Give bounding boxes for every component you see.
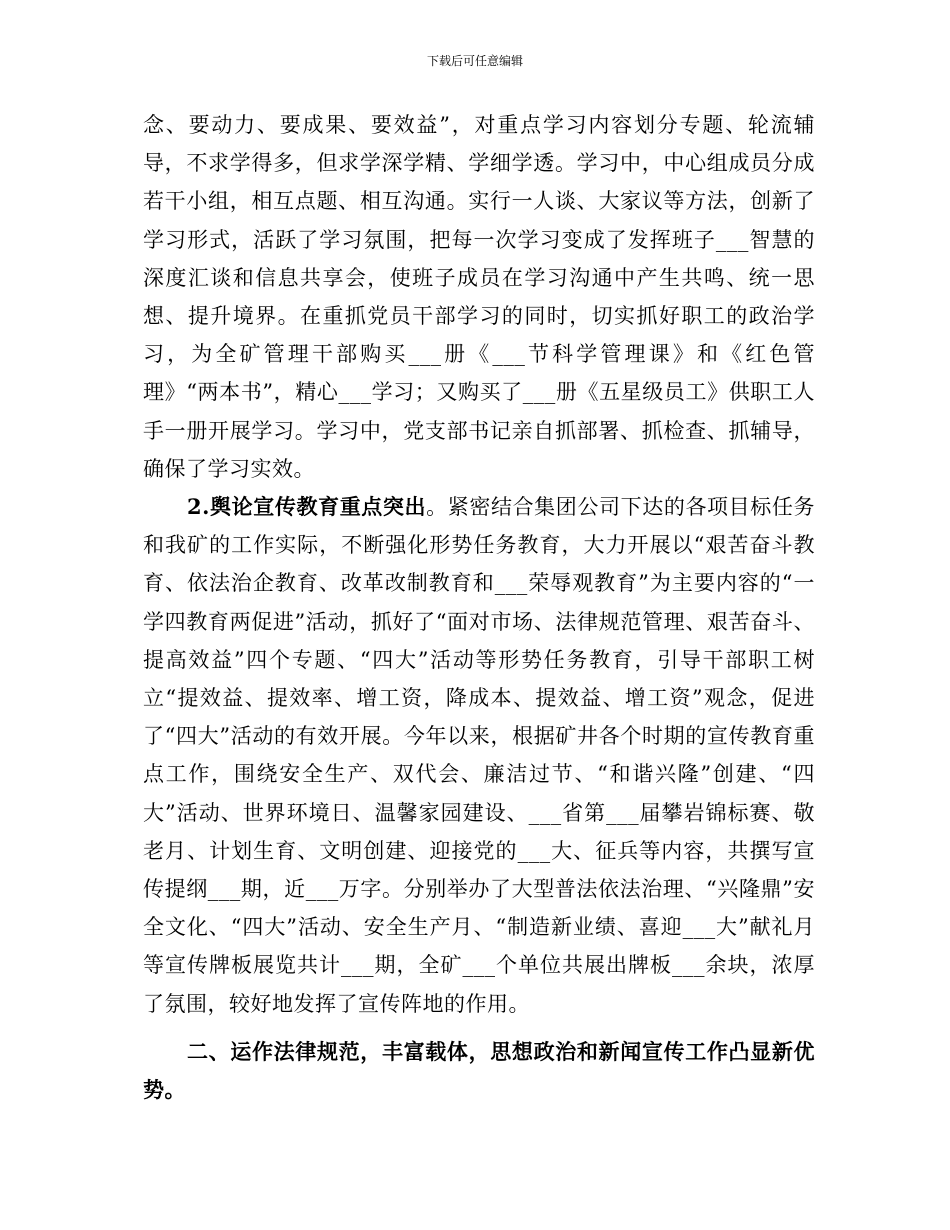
page-header: 下载后可任意编辑 — [426, 54, 523, 68]
section-heading: 二、运作法律规范，丰富载体，思想政治和新闻宣传工作凸显新优势。 — [143, 1038, 815, 1103]
paragraph-study-continuation: 念、要动力、要成果、要效益”，对重点学习内容划分专题、轮流辅导，不求学得多，但求学深学精、学细学透。学习中，中心组成员分成若干小组，相互点题、相互沟通。实行一人谈、大家议等方法，创新了学习形式，活跃了学习氛围，把每一次学习变成了发挥班子___智慧的深度汇谈和信息共享会，使班子成员在学习沟通中产生共鸣、统一思想、提升境界。在重抓党员干部学习的同时，切实抓好职工的政治学习，为全矿管理干部购买___册《___节科学管理课》和《红色管理》“两本书”，精心___学习；又购买了___册《五星级员工》供职工人手一册开展学习。学习中，党支部书记亲自抓部署、抓检查、抓辅导，确保了学习实效。 — [143, 113, 815, 481]
paragraph-body-text: 。紧密结合集团公司下达的各项目标任务和我矿的工作实际，不断强化形势任务教育，大力开展以“艰苦奋斗教育、依法治企教育、改革改制教育和___荣辱观教育”为主要内容的“一学四教育两促进”活动，抓好了“面对市场、法律规范管理、艰苦奋斗、提高效益”四个专题、“四大”活动等形势任务教育，引导干部职工树立“提效益、提效率、增工资，降成本、提效益、增工资”观念，促进了“四大”活动的有效开展。今年以来，根据矿井各个时期的宣传教育重点工作，围绕安全生产、双代会、廉洁过节、“和谐兴隆”创建、“四大”活动、世界环境日、温馨家园建设、___省第___届攀岩锦标赛、敬老月、计划生育、文明创建、迎接党的___大、征兵等内容，共撰写宣传提纲___期，近___万字。分别举办了大型普法依法治理、“兴隆鼎”安全文化、“四大”活动、安全生产月、“制造新业绩、喜迎___大”献礼月等宣传牌板展览共计___期，全矿___个单位共展出牌板___余块，浓厚了氛围，较好地发挥了宣传阵地的作用。 — [143, 495, 815, 1016]
paragraph-lead-heading: 2.舆论宣传教育重点突出 — [187, 494, 427, 520]
document-body — [143, 106, 815, 1109]
paragraph-publicity-education — [143, 488, 815, 1023]
